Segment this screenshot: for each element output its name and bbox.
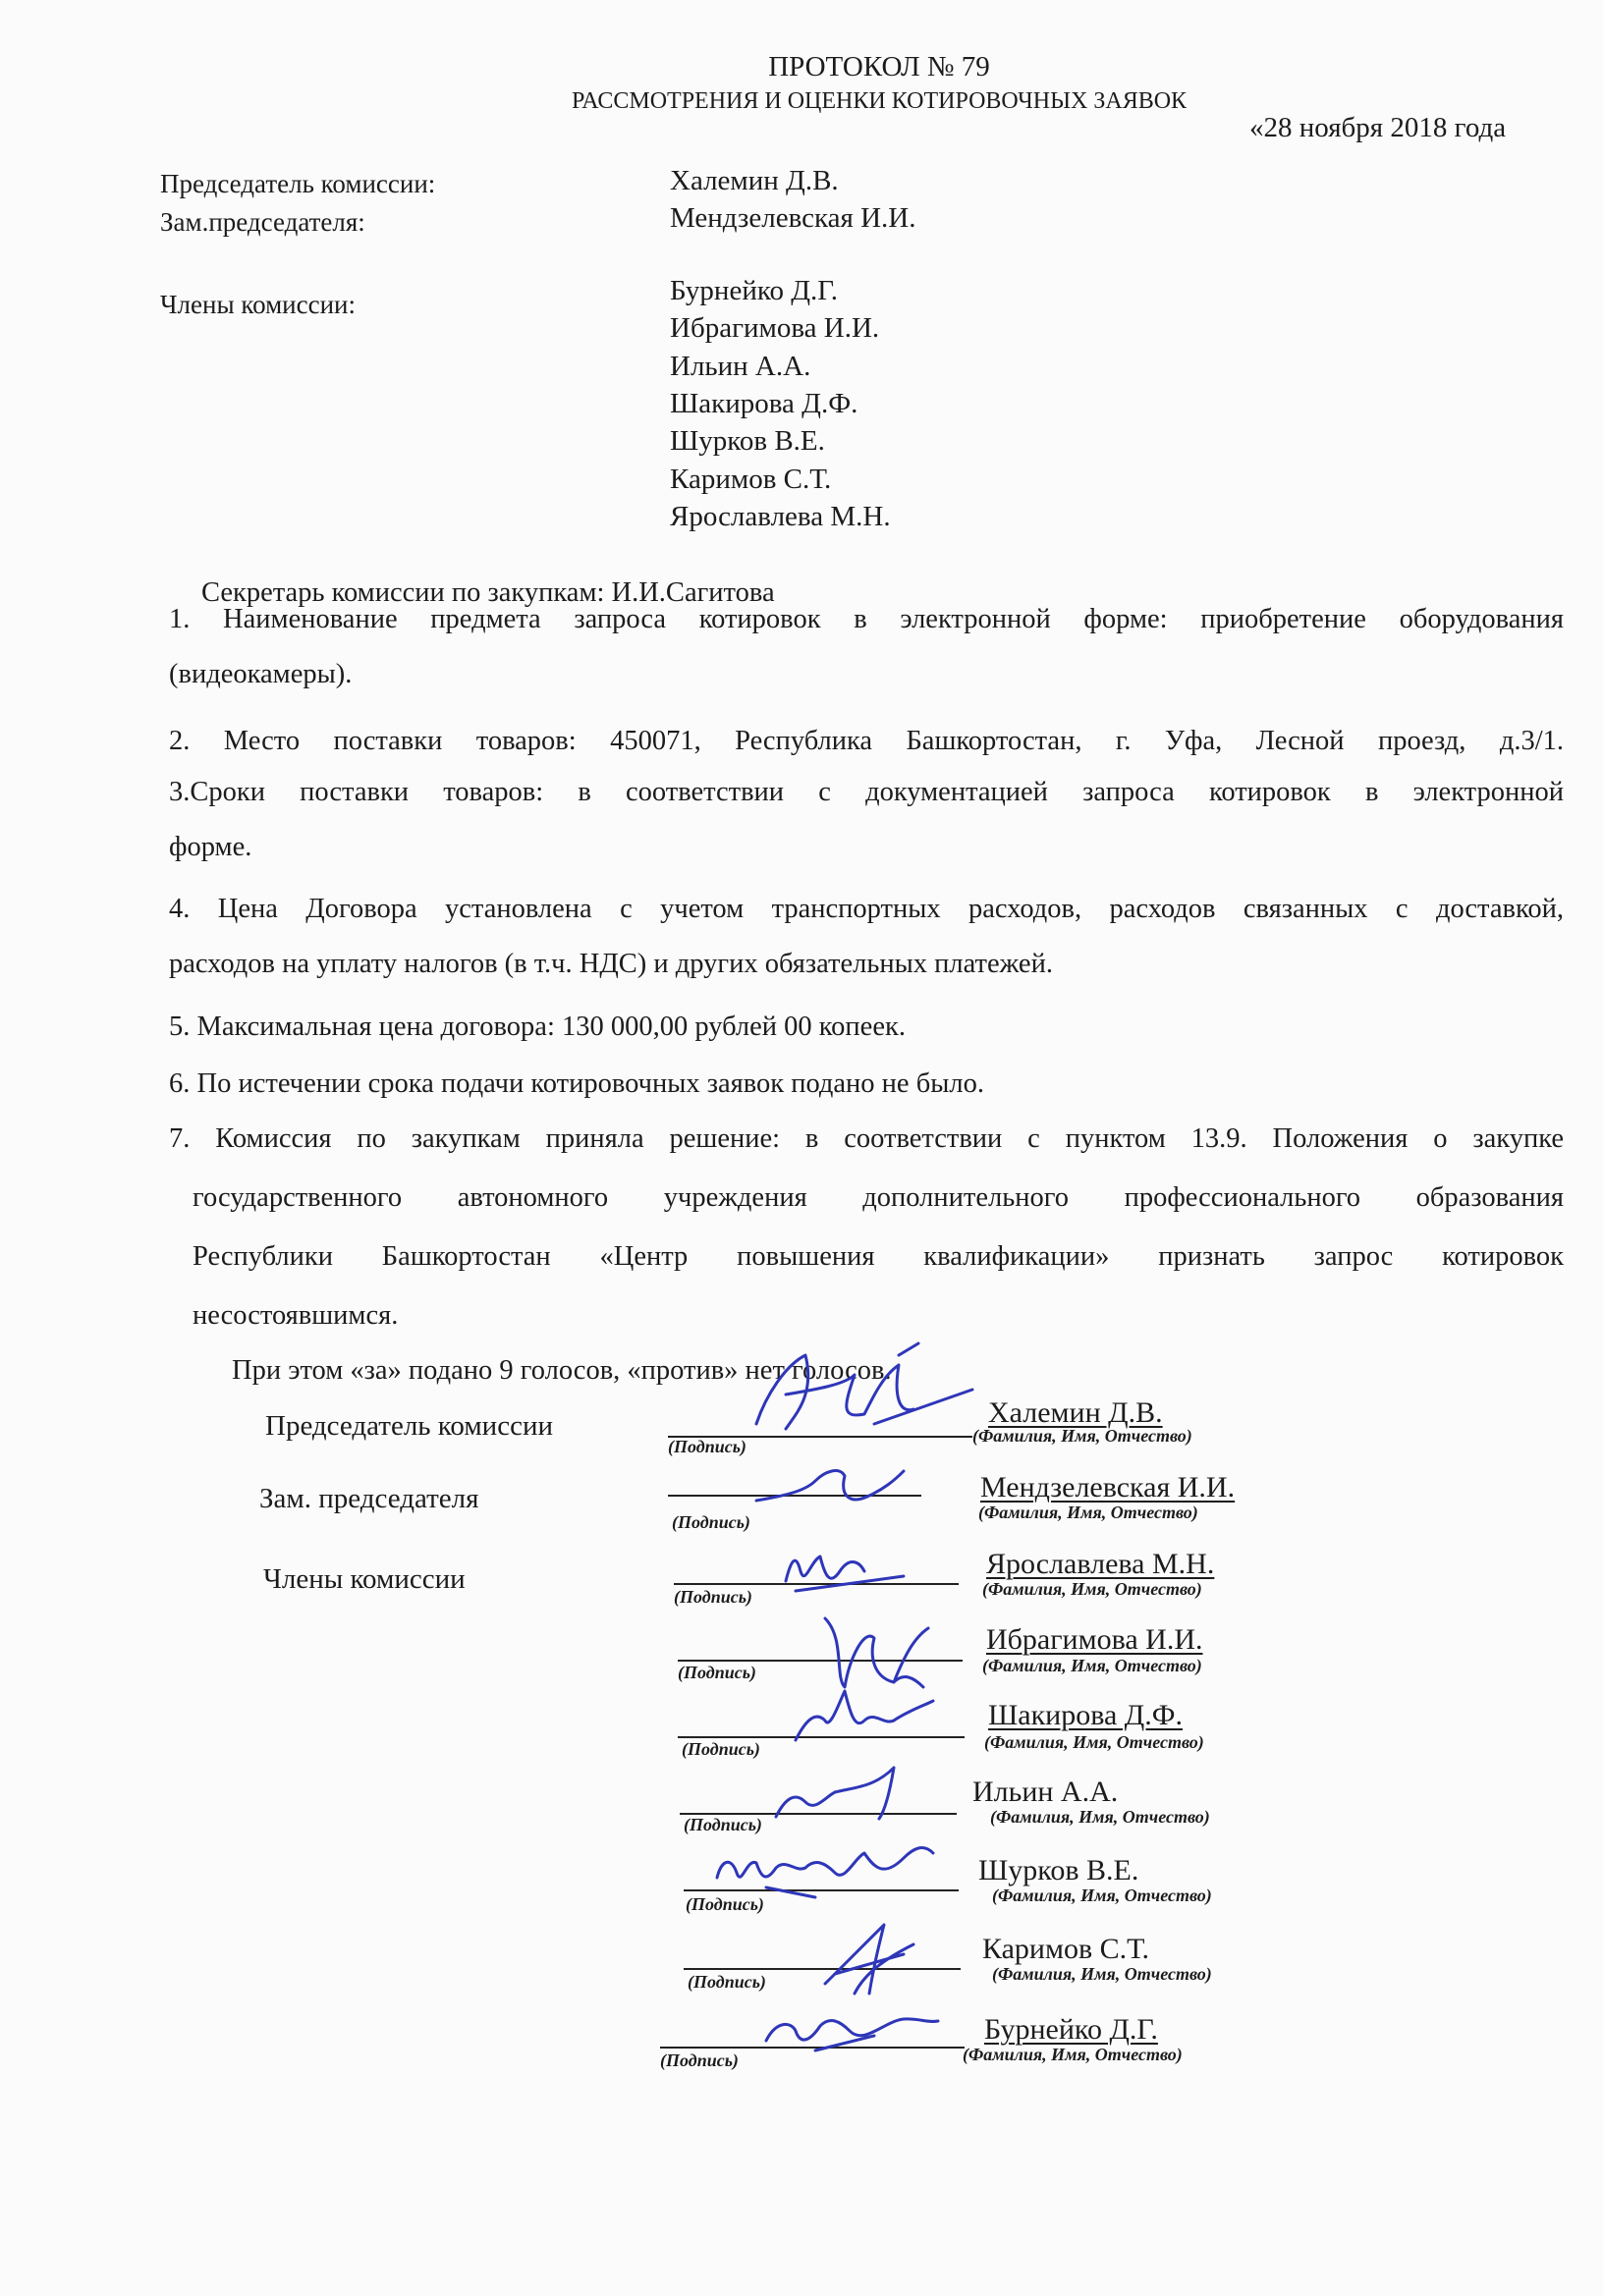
signer-name: Ильин А.А. [972, 1776, 1119, 1808]
protocol-subtitle: РАССМОТРЕНИЯ И ОЦЕНКИ КОТИРОВОЧНЫХ ЗАЯВОК [571, 88, 1188, 114]
item-7-line: государственного автономного учреждения дополнительного профессионального образования [193, 1182, 1564, 1213]
members-label: Члены комиссии: [160, 290, 356, 319]
signature-caption: (Подпись) [688, 1972, 766, 1992]
item-7 [169, 1120, 1564, 1336]
signature-mark [805, 1915, 933, 2003]
item-5 [169, 1008, 1564, 1047]
name-caption: (Фамилия, Имя, Отчество) [990, 1807, 1210, 1827]
protocol-date: «28 ноября 2018 года [1249, 112, 1507, 143]
chair-role: Председатель комиссии [265, 1410, 553, 1442]
signer-name: Бурнейко Д.Г. [984, 2013, 1158, 2046]
signature-mark [786, 1681, 963, 1750]
member-name: Каримов С.Т. [670, 464, 832, 495]
item-7-line: 7. Комиссия по закупкам приняла решение: в соответствии с пунктом 13.9. Положения о закупке [169, 1123, 1564, 1154]
item-1-line: 1. Наименование предмета запроса котировок в электронной форме: приобретение оборудования [169, 604, 1564, 634]
signer-name: Каримов С.Т. [982, 1933, 1149, 1965]
item-3 [169, 773, 1564, 867]
signature-caption: (Подпись) [668, 1437, 746, 1456]
protocol-title: ПРОТОКОЛ № 79 [768, 51, 990, 82]
member-name: Шакирова Д.Ф. [670, 388, 858, 419]
item-3-line: форме. [169, 832, 252, 862]
signature-mark [756, 2001, 953, 2060]
member-name: Бурнейко Д.Г. [670, 275, 838, 306]
item-1-line: (видеокамеры). [169, 659, 353, 689]
signature-caption: (Подпись) [682, 1739, 760, 1759]
signature-caption: (Подпись) [672, 1512, 750, 1532]
vote-result: При этом «за» подано 9 голосов, «против» нет голосов. [232, 1355, 892, 1386]
item-2-line: 2. Место поставки товаров: 450071, Республика Башкортостан, г. Уфа, Лесной проезд, д.3/1. [169, 726, 1564, 756]
signature-mark [756, 1758, 943, 1827]
deputy-name: Мендзелевская И.И. [670, 202, 916, 234]
signature-caption: (Подпись) [660, 2050, 739, 2070]
member-name: Ибрагимова И.И. [670, 312, 880, 344]
member-name: Шурков В.Е. [670, 425, 825, 457]
item-4-line: 4. Цена Договора установлена с учетом транспортных расходов, расходов связанных с доставкой, [169, 894, 1564, 924]
item-7-line: несостоявшимся. [193, 1300, 399, 1331]
chair-label: Председатель комиссии: [160, 169, 436, 198]
signature-mark [727, 1336, 982, 1444]
members-role: Члены комиссии [263, 1563, 466, 1595]
name-caption: (Фамилия, Имя, Отчество) [972, 1426, 1192, 1446]
deputy-role: Зам. председателя [259, 1483, 479, 1514]
name-caption: (Фамилия, Имя, Отчество) [982, 1656, 1202, 1675]
item-6 [169, 1065, 1564, 1104]
item-7-line: Республики Башкортостан «Центр повышения квалификации» признать запрос котировок [193, 1241, 1564, 1272]
signer-name: Халемин Д.В. [988, 1396, 1163, 1429]
signature-caption: (Подпись) [684, 1815, 762, 1834]
item-4 [169, 890, 1564, 984]
signature-caption: (Подпись) [678, 1663, 756, 1682]
item-2 [169, 722, 1564, 761]
member-name: Ильин А.А. [670, 351, 811, 382]
signer-name: Шакирова Д.Ф. [988, 1699, 1183, 1731]
item-1 [169, 600, 1564, 694]
signature-mark [766, 1542, 913, 1601]
chair-name: Халемин Д.В. [670, 165, 839, 196]
member-name: Ярославлева М.Н. [670, 501, 891, 532]
signer-name: Ярославлева М.Н. [986, 1548, 1215, 1580]
signature-caption: (Подпись) [686, 1894, 764, 1914]
name-caption: (Фамилия, Имя, Отчество) [982, 1579, 1202, 1599]
name-caption: (Фамилия, Имя, Отчество) [963, 2045, 1183, 2064]
name-caption: (Фамилия, Имя, Отчество) [978, 1503, 1198, 1522]
signer-name: Мендзелевская И.И. [980, 1471, 1236, 1503]
secretary-line: Секретарь комиссии по закупкам: И.И.Сагитова [201, 577, 775, 608]
signature-mark [707, 1829, 953, 1907]
signature-mark [746, 1451, 923, 1520]
item-5-line: 5. Максимальная цена договора: 130 000,00 рублей 00 копеек. [169, 1011, 906, 1042]
item-4-line: расходов на уплату налогов (в т.ч. НДС) и других обязательных платежей. [169, 949, 1053, 979]
deputy-label: Зам.председателя: [160, 207, 365, 237]
name-caption: (Фамилия, Имя, Отчество) [992, 1886, 1212, 1905]
name-caption: (Фамилия, Имя, Отчество) [984, 1732, 1204, 1752]
signer-name: Ибрагимова И.И. [986, 1623, 1203, 1656]
signature-caption: (Подпись) [674, 1587, 752, 1607]
item-3-line: 3.Сроки поставки товаров: в соответствии с документацией запроса котировок в электронной [169, 777, 1564, 807]
name-caption: (Фамилия, Имя, Отчество) [992, 1964, 1212, 1984]
signer-name: Шурков В.Е. [978, 1854, 1139, 1886]
item-6-line: 6. По истечении срока подачи котировочных заявок подано не было. [169, 1068, 984, 1099]
